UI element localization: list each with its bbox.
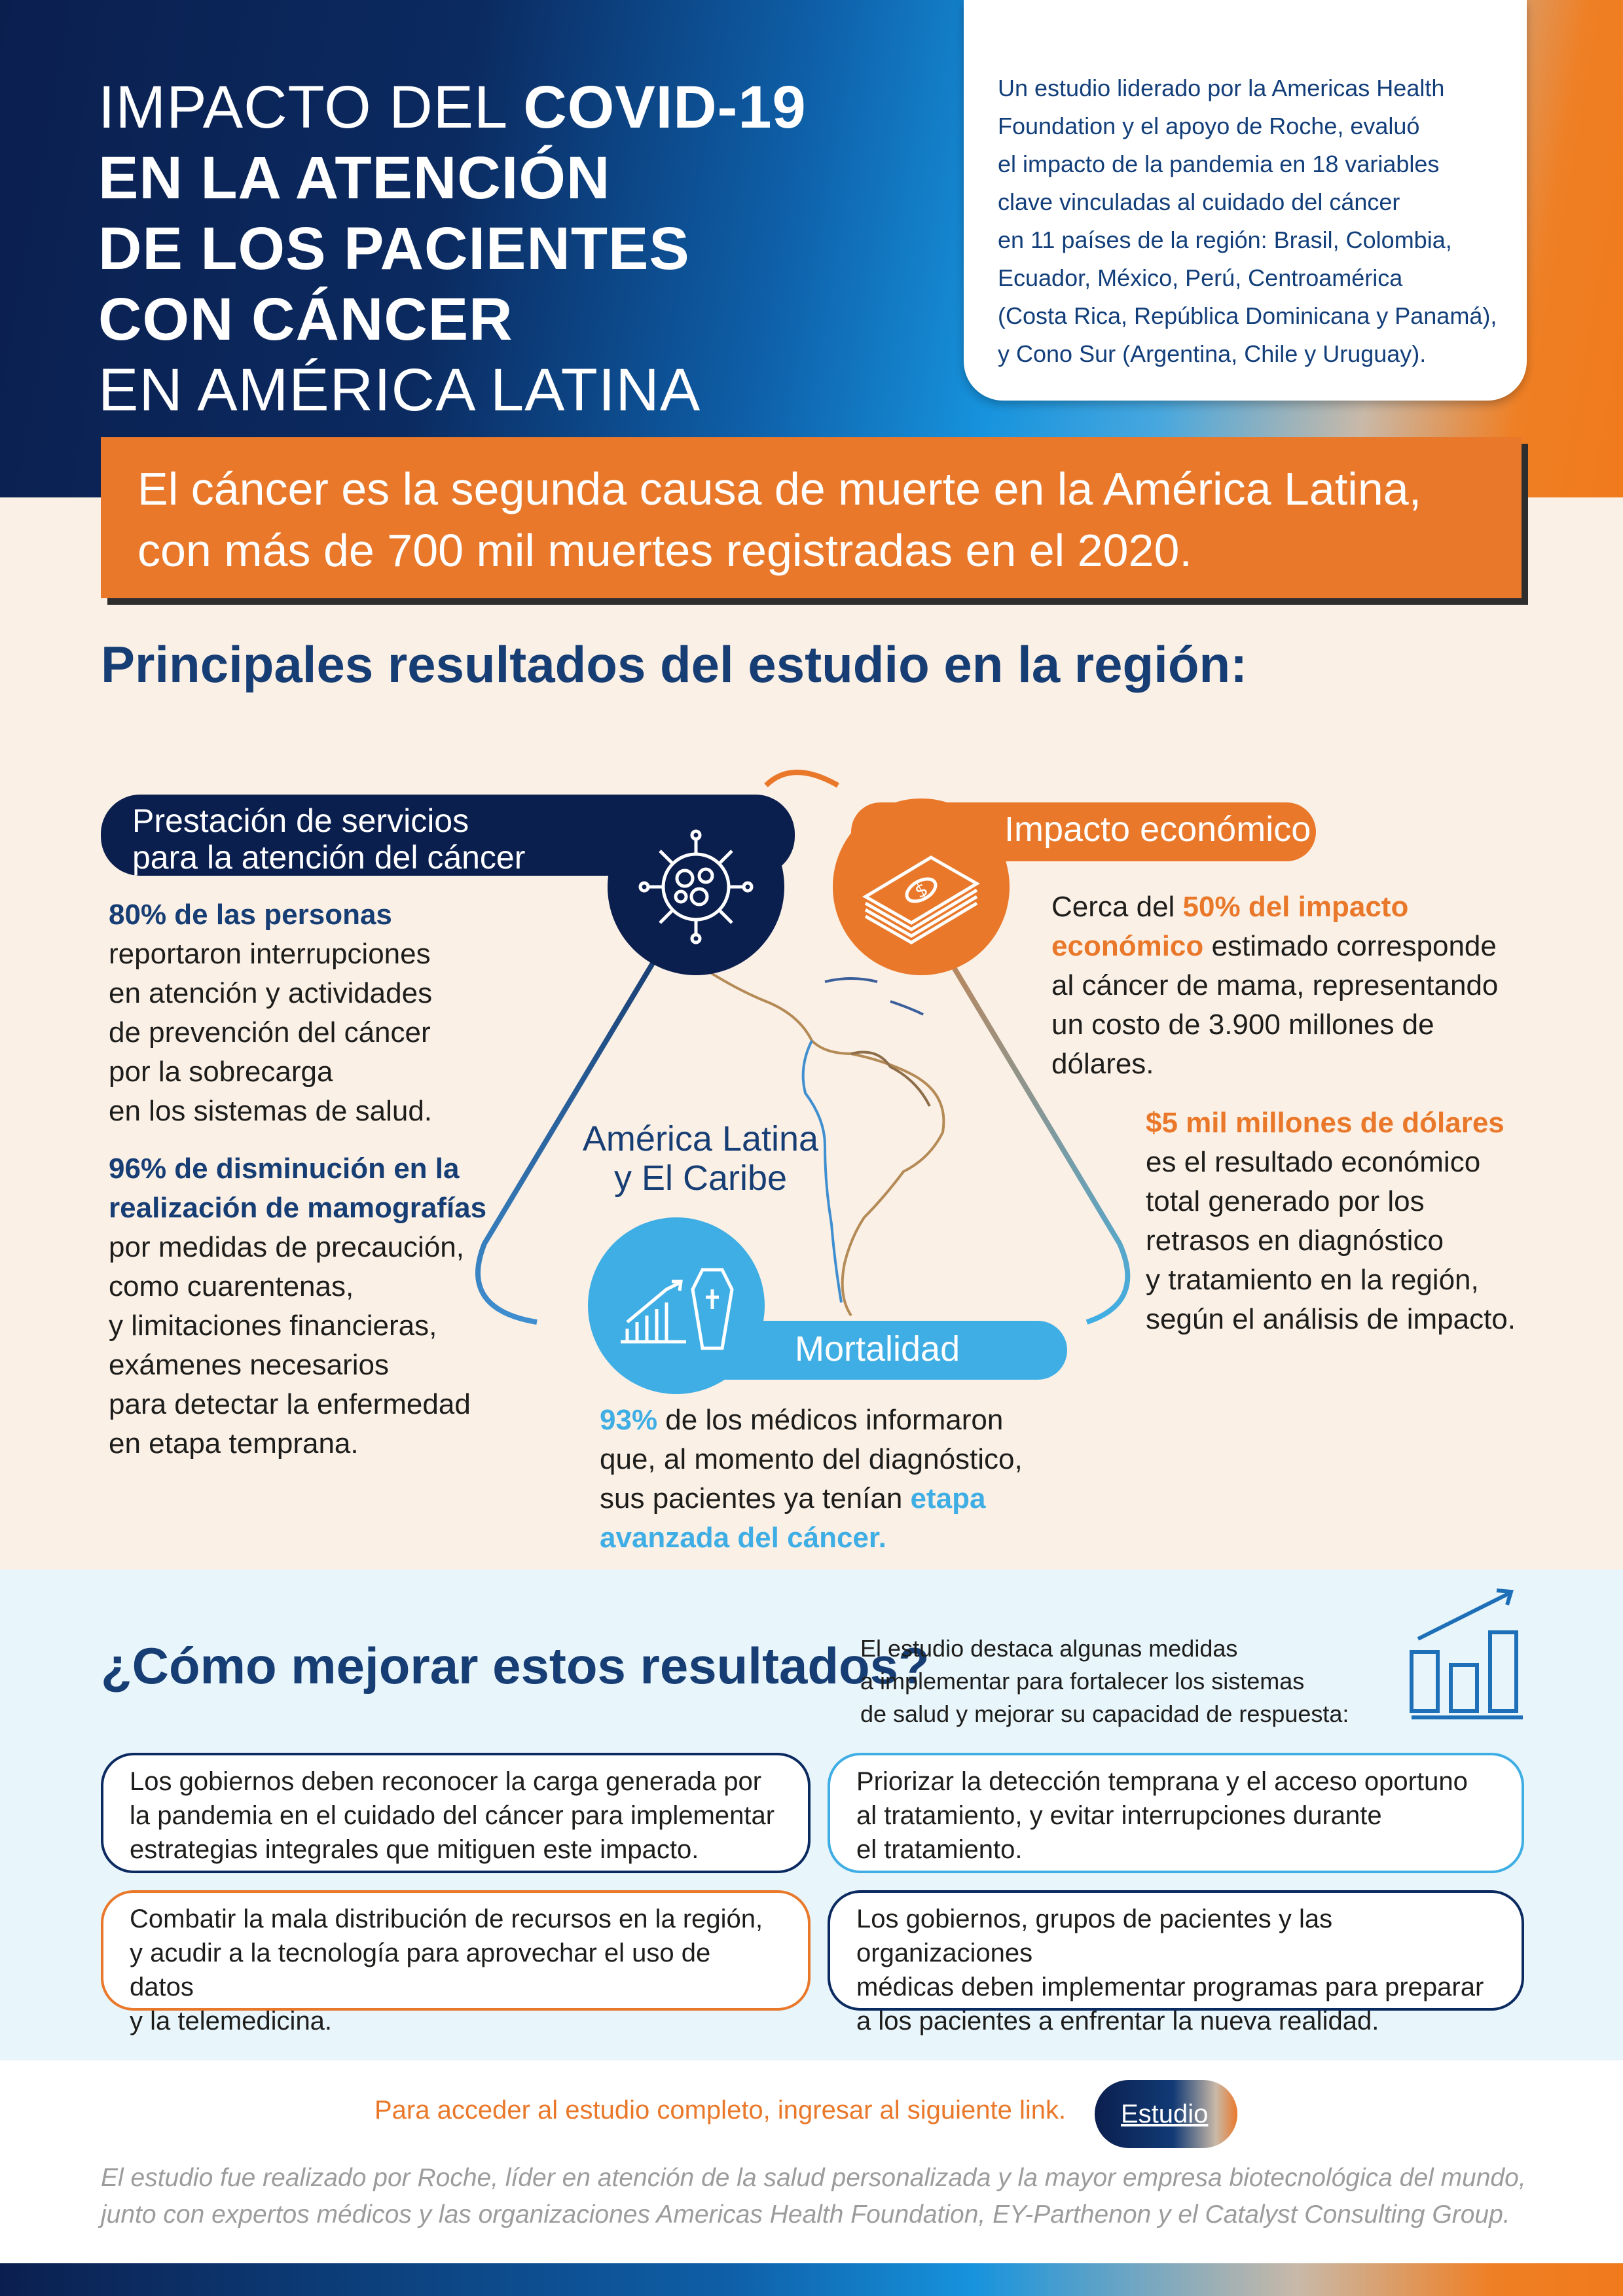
measure-line: Combatir la mala distribución de recursos en la región, [130,1905,763,1933]
credits-line-2: junto con expertos médicos y las organizaciones Americas Health Foundation, EY-Parthenon y el Catalyst Consulting Group. [101,2200,1510,2229]
economic-stat-2-line: total generado por los [1146,1185,1425,1217]
services-stat-2-line: para detectar la enfermedad [109,1388,471,1420]
services-text [109,895,501,1463]
intro-line: el impacto de la pandemia en 18 variables [998,151,1440,177]
intro-line: Un estudio liderado por la Americas Health [998,75,1445,101]
map-label [570,1119,831,1198]
economic-stat-1-line: un costo de 3.900 millones de [1051,1009,1434,1041]
banner-text [137,458,1519,581]
study-link-label[interactable]: Estudio [1121,2100,1209,2128]
economic-stat-2-highlight: $5 mil millones de dólares [1146,1107,1504,1139]
mortality-stat-highlight: 93% [600,1404,658,1436]
services-title [132,802,525,876]
mortality-text [600,1401,1084,1558]
title-line-1: IMPACTO DEL [98,74,524,141]
title-line-5: EN AMÉRICA LATINA [98,357,701,423]
measure-line: y acudir a la tecnología para aprovechar el uso de datos [130,1939,711,2001]
page-title [98,72,949,425]
services-stat-1-line: en los sistemas de salud. [109,1095,433,1127]
economic-stat-1-line: dólares. [1051,1048,1154,1080]
improve-intro-line: El estudio destaca algunas medidas [860,1635,1238,1662]
mortality-stat-line: de los médicos informaron [657,1404,1004,1436]
mortality-stat-highlight: etapa [910,1482,986,1515]
intro-line: en 11 países de la región: Brasil, Colombia, [998,226,1452,253]
improve-intro [860,1632,1384,1731]
services-stat-1-line: reportaron interrupciones [109,938,431,970]
economic-stat-2-line: es el resultado económico [1146,1146,1481,1178]
measure-line: médicas deben implementar programas para preparar [856,1973,1484,2001]
measure-box-4 [828,1890,1524,2036]
map-label-line-2: y El Caribe [613,1158,788,1198]
services-stat-2-highlight: realización de mamografías [109,1192,487,1224]
services-stat-2-line: exámenes necesarios [109,1349,390,1381]
credits-line-1: El estudio fue realizado por Roche, líder en atención de la salud personalizada y la mayor empresa biotecnológica del mundo, [101,2164,1526,2192]
improve-intro-line: a implementar para fortalecer los sistemas [860,1668,1305,1695]
triangle-top-arc [766,772,838,785]
services-stat-2-line: como cuarentenas, [109,1270,354,1302]
mortality-title: Mortalidad [795,1329,960,1369]
economic-stat-1-line: al cáncer de mama, representando [1051,969,1499,1001]
economic-stat-1-prefix: Cerca del [1051,891,1183,923]
services-stat-1-line: por la sobrecarga [109,1056,333,1088]
economic-circle [833,798,1010,975]
measure-line: Los gobiernos deben reconocer la carga generada por [130,1767,762,1796]
measure-line: el tratamiento. [856,1835,1023,1864]
services-stat-2-highlight: 96% de disminución en la [109,1153,460,1185]
mortality-circle [588,1217,765,1394]
economic-stat-2-line: retrasos en diagnóstico [1146,1225,1444,1257]
virus-cell-icon [608,798,784,975]
services-stat-2-line: y limitaciones financieras, [109,1310,437,1342]
services-stat-2-line: en etapa temprana. [109,1427,359,1460]
intro-line: Ecuador, México, Perú, Centroamérica [998,264,1403,291]
economic-stat-1-highlight: económico [1051,930,1204,962]
title-line-4: CON CÁNCER [98,286,513,353]
results-heading: Principales resultados del estudio en la región: [101,636,1248,693]
measure-box-2 [828,1753,1524,1873]
measure-box-3 [101,1890,811,2036]
growth-chart-icon [1405,1580,1527,1724]
measure-line: la pandemia en el cuidado del cáncer para implementar [130,1801,775,1830]
services-stat-1-line: de prevención del cáncer [109,1016,431,1049]
title-covid: COVID-19 [523,74,807,141]
intro-line: (Costa Rica, República Dominicana y Panamá), [998,302,1497,329]
svg-text:$: $ [911,878,932,903]
services-stat-1-highlight: 80% de las personas [109,899,392,931]
measure-box-1 [101,1753,811,1873]
economic-text [1051,888,1549,1339]
intro-line: clave vinculadas al cuidado del cáncer [998,188,1400,215]
economic-stat-1-highlight: 50% del impacto [1182,891,1409,923]
measure-line: Priorizar la detección temprana y el acceso oportuno [856,1767,1468,1796]
services-title-line-1: Prestación de servicios [132,802,469,839]
measure-line: estrategias integrales que mitiguen este impacto. [130,1835,699,1864]
services-stat-2-line: por medidas de precaución, [109,1231,464,1263]
economic-stat-2-line: y tratamiento en la región, [1146,1264,1479,1296]
mortality-stat-highlight: avanzada del cáncer. [600,1522,886,1554]
title-line-3: DE LOS PACIENTES [98,215,690,282]
improve-intro-line: de salud y mejorar su capacidad de respuesta: [860,1700,1349,1727]
map-label-line-1: América Latina [582,1119,819,1158]
banner-line-1: El cáncer es la segunda causa de muerte en la América Latina, [137,463,1422,514]
measure-line: a los pacientes a enfrentar la nueva realidad. [856,2007,1379,2036]
chart-coffin-icon [588,1217,765,1394]
title-line-2: EN LA ATENCIÓN [98,145,611,211]
economic-title: Impacto económico [1004,810,1311,849]
banner-line-2: con más de 700 mil muertes registradas en el 2020. [137,525,1192,576]
money-stack-icon [833,798,1010,975]
credits [101,2160,1541,2233]
measure-line: y la telemedicina. [130,2007,333,2036]
measure-line: Los gobiernos, grupos de pacientes y las organizaciones [856,1905,1333,1967]
economic-stat-2-line: según el análisis de impacto. [1146,1303,1516,1335]
services-title-line-2: para la atención del cáncer [132,839,526,876]
bottom-gradient-bar [0,2263,1623,2296]
mortality-stat-line: sus pacientes ya tenían [600,1482,911,1515]
intro-text [998,69,1515,373]
services-stat-1-line: en atención y actividades [109,977,433,1009]
measure-line: al tratamiento, y evitar interrupciones durante [856,1801,1382,1830]
economic-stat-1-suffix: estimado corresponde [1203,930,1497,962]
intro-line: Foundation y el apoyo de Roche, evaluó [998,113,1420,139]
improve-heading: ¿Cómo mejorar estos resultados? [101,1637,930,1695]
services-circle [608,798,784,975]
mortality-stat-line: que, al momento del diagnóstico, [600,1443,1023,1475]
intro-line: y Cono Sur (Argentina, Chile y Uruguay). [998,340,1427,367]
study-link-text: Para acceder al estudio completo, ingresar al siguiente link. [374,2096,1067,2125]
